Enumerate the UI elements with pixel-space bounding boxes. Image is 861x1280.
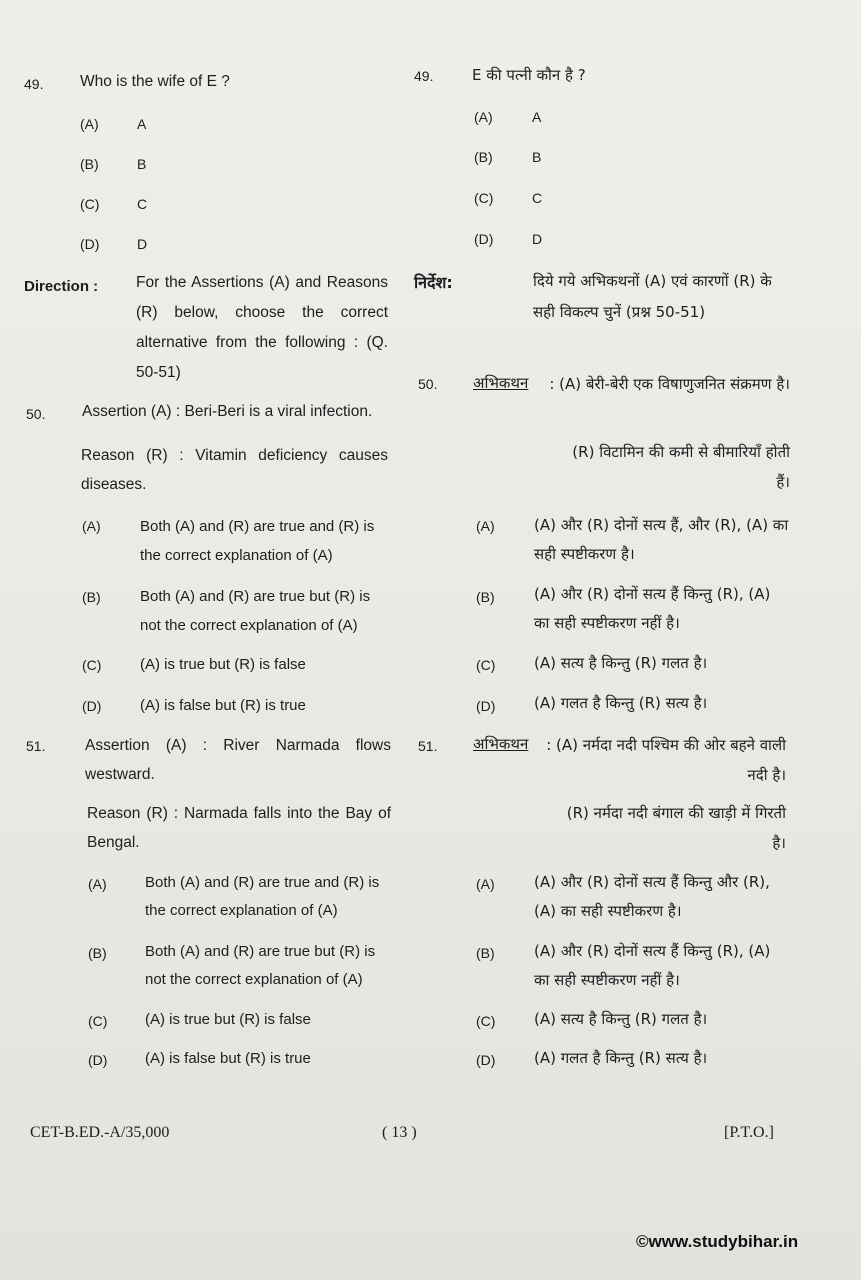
hi-q50-option-a-text: (A) और (R) दोनों सत्य हैं, और (R), (A) का सही स्पष्टीकरण है। xyxy=(534,516,789,563)
hi-q50-option-c-label: (C) xyxy=(476,657,496,673)
hi-q51-option-a-text: (A) और (R) दोनों सत्य हैं किन्तु और (R), (A) का सही स्पष्टीकरण है। xyxy=(534,873,770,920)
q49-option-c-label: (C) xyxy=(80,196,100,212)
hi-q51-option-d-text: (A) गलत है किन्तु (R) सत्य है। xyxy=(534,1049,708,1067)
q50-option-b-label: (B) xyxy=(82,589,101,605)
hi-q49-option-c-label: (C) xyxy=(474,190,494,206)
q49-question: Who is the wife of E ? xyxy=(80,73,230,90)
q50-option-b-text: Both (A) and (R) are true but (R) is not the correct explanation of (A) xyxy=(140,588,371,634)
hi-q51-option-d-label: (D) xyxy=(476,1052,496,1068)
q50-option-a-label: (A) xyxy=(82,518,101,534)
q49-option-d-text: D xyxy=(137,236,148,252)
hi-q51-option-a-label: (A) xyxy=(476,876,495,892)
hi-q49-option-a-label: (A) xyxy=(474,109,493,125)
direction-label: Direction : xyxy=(24,278,99,295)
q50-option-c-text: (A) is true but (R) is false xyxy=(140,656,306,673)
hi-q50-assertion-label: अभिकथन xyxy=(473,374,529,392)
q50-assertion: Assertion (A) : Beri-Beri is a viral infection. xyxy=(82,403,373,420)
hi-q49-option-d-text: D xyxy=(532,231,543,247)
hi-q49-option-b-label: (B) xyxy=(474,149,493,165)
hi-q49-option-c-text: C xyxy=(532,190,543,206)
q51-assertion: Assertion (A) : River Narmada flows westward. xyxy=(85,737,391,783)
q49-number: 49. xyxy=(24,76,44,92)
hi-q51-option-c-label: (C) xyxy=(476,1013,496,1029)
q51-number: 51. xyxy=(26,738,46,754)
q51-option-a-text: Both (A) and (R) are true and (R) is the correct explanation of (A) xyxy=(145,874,380,919)
q49-option-b-label: (B) xyxy=(80,156,99,172)
hi-q50-option-b-text: (A) और (R) दोनों सत्य हैं किन्तु (R), (A) का सही स्पष्टीकरण नहीं है। xyxy=(534,585,771,632)
q49-option-a-text: A xyxy=(137,116,147,132)
hi-q50-option-d-text: (A) गलत है किन्तु (R) सत्य है। xyxy=(534,694,708,712)
q49-option-a-label: (A) xyxy=(80,116,99,132)
q51-option-c-text: (A) is true but (R) is false xyxy=(145,1011,311,1028)
hi-q51-assertion-label: अभिकथन xyxy=(473,735,529,753)
q51-option-b-text: Both (A) and (R) are true but (R) is not the correct explanation of (A) xyxy=(145,943,376,988)
hi-q51-reason: (R) नर्मदा नदी बंगाल की खाड़ी में गिरती है। xyxy=(566,804,786,852)
q51-reason: Reason (R) : Narmada falls into the Bay of Bengal. xyxy=(87,805,391,851)
q51-option-c-label: (C) xyxy=(88,1013,108,1029)
page-number: ( 13 ) xyxy=(382,1124,417,1141)
hi-q50-number: 50. xyxy=(418,376,438,392)
q49-option-d-label: (D) xyxy=(80,236,100,252)
hi-q51-option-b-text: (A) और (R) दोनों सत्य हैं किन्तु (R), (A) का सही स्पष्टीकरण नहीं है। xyxy=(534,942,771,989)
hi-q50-option-b-label: (B) xyxy=(476,589,495,605)
q49-option-c-text: C xyxy=(137,196,148,212)
hi-q49-option-a-text: A xyxy=(532,109,542,125)
hi-q50-reason: (R) विटामिन की कमी से बीमारियाँ होती हैं। xyxy=(572,443,790,491)
pto-label: [P.T.O.] xyxy=(724,1124,774,1141)
hi-q49-option-b-text: B xyxy=(532,149,542,165)
q51-option-b-label: (B) xyxy=(88,945,107,961)
hi-direction-text: दिये गये अभिकथनों (A) एवं कारणों (R) के सही विकल्प चुनें (प्रश्न 50-51) xyxy=(533,272,772,321)
watermark-text: ©www.studybihar.in xyxy=(636,1232,799,1251)
hi-q49-number: 49. xyxy=(414,68,434,84)
hi-q51-number: 51. xyxy=(418,738,438,754)
q49-option-b-text: B xyxy=(137,156,147,172)
hi-q51-option-b-label: (B) xyxy=(476,945,495,961)
q50-option-a-text: Both (A) and (R) are true and (R) is the correct explanation of (A) xyxy=(140,518,375,564)
q50-option-d-label: (D) xyxy=(82,698,102,714)
hi-q51-option-c-text: (A) सत्य है किन्तु (R) गलत है। xyxy=(534,1010,708,1028)
hi-q51-assertion: : (A) नर्मदा नदी पश्चिम की ओर बहने वाली नदी है। xyxy=(546,736,786,784)
q50-option-c-label: (C) xyxy=(82,657,102,673)
q50-number: 50. xyxy=(26,406,46,422)
direction-text: For the Assertions (A) and Reasons (R) below, choose the correct alternative from the following : (Q. 50-51) xyxy=(136,274,388,381)
exam-code: CET-B.ED.-A/35,000 xyxy=(30,1124,170,1141)
hi-q49-option-d-label: (D) xyxy=(474,231,494,247)
q50-option-d-text: (A) is false but (R) is true xyxy=(140,697,306,714)
hi-q49-question: E की पत्नी कौन है ? xyxy=(472,66,586,84)
q51-option-d-text: (A) is false but (R) is true xyxy=(145,1050,311,1067)
q51-option-d-label: (D) xyxy=(88,1052,108,1068)
hi-q50-option-d-label: (D) xyxy=(476,698,496,714)
q51-option-a-label: (A) xyxy=(88,876,107,892)
hi-q50-option-a-label: (A) xyxy=(476,518,495,534)
hi-q50-assertion: : (A) बेरी-बेरी एक विषाणुजनित संक्रमण है। xyxy=(549,375,790,393)
hi-direction-label: निर्देश: xyxy=(414,273,453,292)
hi-q50-option-c-text: (A) सत्य है किन्तु (R) गलत है। xyxy=(534,654,708,672)
q50-reason: Reason (R) : Vitamin deficiency causes diseases. xyxy=(81,447,388,493)
